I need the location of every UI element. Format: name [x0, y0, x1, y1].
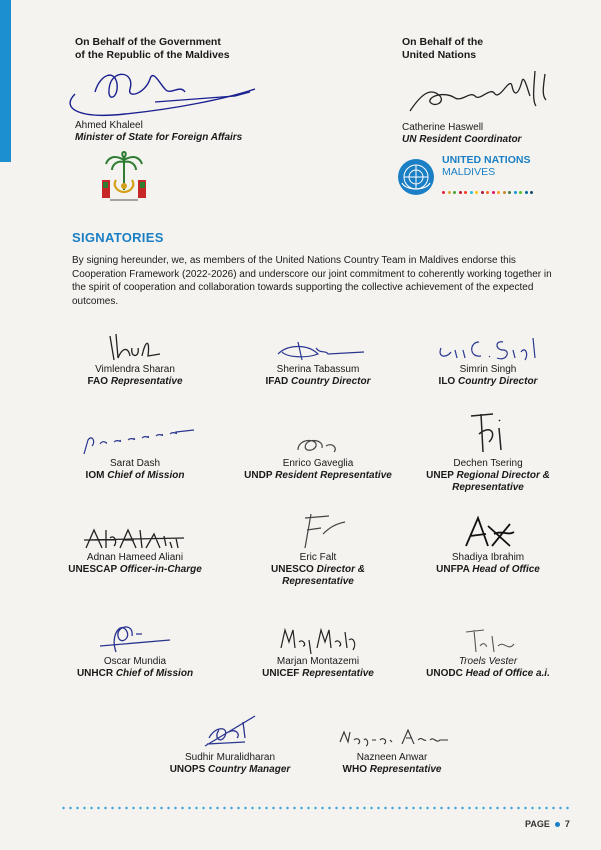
signatory-name: Sudhir Muralidharan: [184, 752, 276, 763]
page-label: PAGE: [525, 819, 550, 829]
signatory-name: Marjan Montazemi: [276, 656, 360, 667]
signatory-org: IOM: [85, 470, 105, 481]
gov-header-line1: On Behalf of the Government: [75, 36, 221, 48]
signatory-org: UNODC: [426, 668, 463, 679]
signature-undp: [238, 414, 398, 458]
signatory-org: ILO: [438, 376, 456, 387]
signatory-unicef: [238, 612, 398, 680]
signature-ifad: [238, 320, 398, 364]
signatory-role: Representative: [369, 764, 442, 775]
gov-header-line2: of the Republic of the Maldives: [75, 49, 230, 61]
signatory-org: UNHCR: [76, 668, 114, 679]
un-logo-line1: UNITED NATIONS: [442, 154, 531, 166]
signatory-role: Representative: [110, 376, 183, 387]
signatory-role: Chief of Mission: [115, 668, 194, 679]
page-number-value: 7: [564, 819, 570, 829]
signatory-name: Simrin Singh: [459, 364, 517, 375]
signatory-role: Representative: [302, 668, 374, 679]
signature-unodc: [408, 616, 568, 656]
signatories-heading: SIGNATORIES: [72, 230, 164, 245]
signature-who: [312, 712, 472, 752]
signatory-name: Oscar Mundia: [103, 656, 167, 667]
signatory-role-line2: Representative: [282, 576, 354, 587]
un-logo-line2: MALDIVES: [442, 166, 496, 178]
un-signer-title: UN Resident Coordinator: [402, 134, 522, 145]
signature-unops: [150, 704, 310, 752]
signatory-undp: [238, 414, 398, 482]
gov-signer: [75, 120, 242, 143]
signatory-ilo: [408, 320, 568, 388]
signatory-role: Country Director: [291, 376, 371, 387]
signature-unesco: [238, 504, 398, 552]
signatory-name: Troels Vester: [458, 656, 518, 667]
un-signer-name: Catherine Haswell: [402, 122, 484, 133]
signatory-unep: [408, 404, 568, 494]
signatory-role: Chief of Mission: [107, 470, 185, 481]
signatory-role: Director &: [316, 564, 365, 575]
signatory-name: Nazneen Anwar: [356, 752, 428, 763]
signatory-name: Vimlendra Sharan: [95, 364, 175, 375]
left-accent-bar: [0, 0, 11, 162]
signatory-org: UNOPS: [169, 764, 206, 775]
signatory-org: UNICEF: [262, 668, 300, 679]
signatory-org: UNFPA: [436, 564, 470, 575]
signatory-org: UNEP: [426, 470, 454, 481]
page-number: [525, 819, 570, 829]
signatory-who: [312, 712, 472, 776]
un-signature: [400, 66, 560, 125]
un-logo-text: [442, 154, 536, 199]
signatory-role: Head of Office a.i.: [465, 668, 550, 679]
signatory-role: Head of Office: [472, 564, 540, 575]
signatory-fao: [55, 320, 215, 388]
signatory-role-line2: Representative: [452, 482, 524, 493]
signatory-org: UNESCO: [271, 564, 314, 575]
signatory-role: Country Manager: [208, 764, 291, 775]
signature-fao: [55, 320, 215, 364]
signature-unhcr: [55, 612, 215, 656]
signatory-unescap: [55, 508, 215, 576]
un-header: [402, 36, 483, 62]
signature-ilo: [408, 320, 568, 364]
signatories-intro: By signing hereunder, we, as members of the United Nations Country Team in Maldives endorse this Cooperation Framework (2022-2026) and underscore our joint commitment to coherently working together in the spirit of cooperation and collaboration towards supporting the collective achievement of the expected outcomes.: [72, 255, 552, 307]
signatory-org: UNDP: [244, 470, 273, 481]
un-header-line2: United Nations: [402, 49, 477, 61]
signatory-unops: [150, 704, 310, 776]
signatory-role: Officer-in-Charge: [119, 564, 202, 575]
gov-header: [75, 36, 230, 62]
page-dot-icon: [555, 822, 560, 827]
signatory-name: Enrico Gaveglia: [282, 458, 354, 469]
signature-unep: [408, 404, 568, 458]
signatory-name: Shadiya Ibrahim: [451, 552, 525, 563]
un-header-line1: On Behalf of the: [402, 36, 484, 48]
gov-signer-name: Ahmed Khaleel: [75, 120, 143, 131]
signatory-role: Resident Representative: [275, 470, 392, 481]
un-signer: [402, 122, 521, 145]
signatory-unfpa: [408, 508, 568, 576]
signatory-org: IFAD: [265, 376, 289, 387]
signatory-name: Sarat Dash: [109, 458, 161, 469]
signatory-name: Dechen Tsering: [453, 458, 523, 469]
signature-unfpa: [408, 508, 568, 552]
signature-unicef: [238, 612, 398, 656]
signatory-name: Sherina Tabassum: [276, 364, 360, 375]
signatory-unodc: [408, 616, 568, 680]
signatory-role: Regional Director &: [456, 470, 550, 481]
signatory-ifad: [238, 320, 398, 388]
signatory-unesco: [238, 504, 398, 588]
signatory-org: FAO: [87, 376, 109, 387]
signatory-role: Country Director: [458, 376, 538, 387]
signatory-iom: [55, 414, 215, 482]
maldives-emblem: [100, 150, 148, 213]
signatory-name: Eric Falt: [299, 552, 337, 563]
gov-signer-title: Minister of State for Foreign Affairs: [75, 132, 243, 143]
un-emblem-icon: [396, 157, 436, 197]
signature-iom: [55, 414, 215, 458]
footer-dotted-rule: [60, 806, 570, 810]
un-logo-dots: [442, 181, 536, 199]
signatory-unhcr: [55, 612, 215, 680]
signatory-name: Adnan Hameed Aliani: [86, 552, 184, 563]
signature-unescap: [55, 508, 215, 552]
un-logo: [396, 154, 536, 199]
signatory-org: WHO: [342, 764, 367, 775]
signatory-org: UNESCAP: [68, 564, 117, 575]
